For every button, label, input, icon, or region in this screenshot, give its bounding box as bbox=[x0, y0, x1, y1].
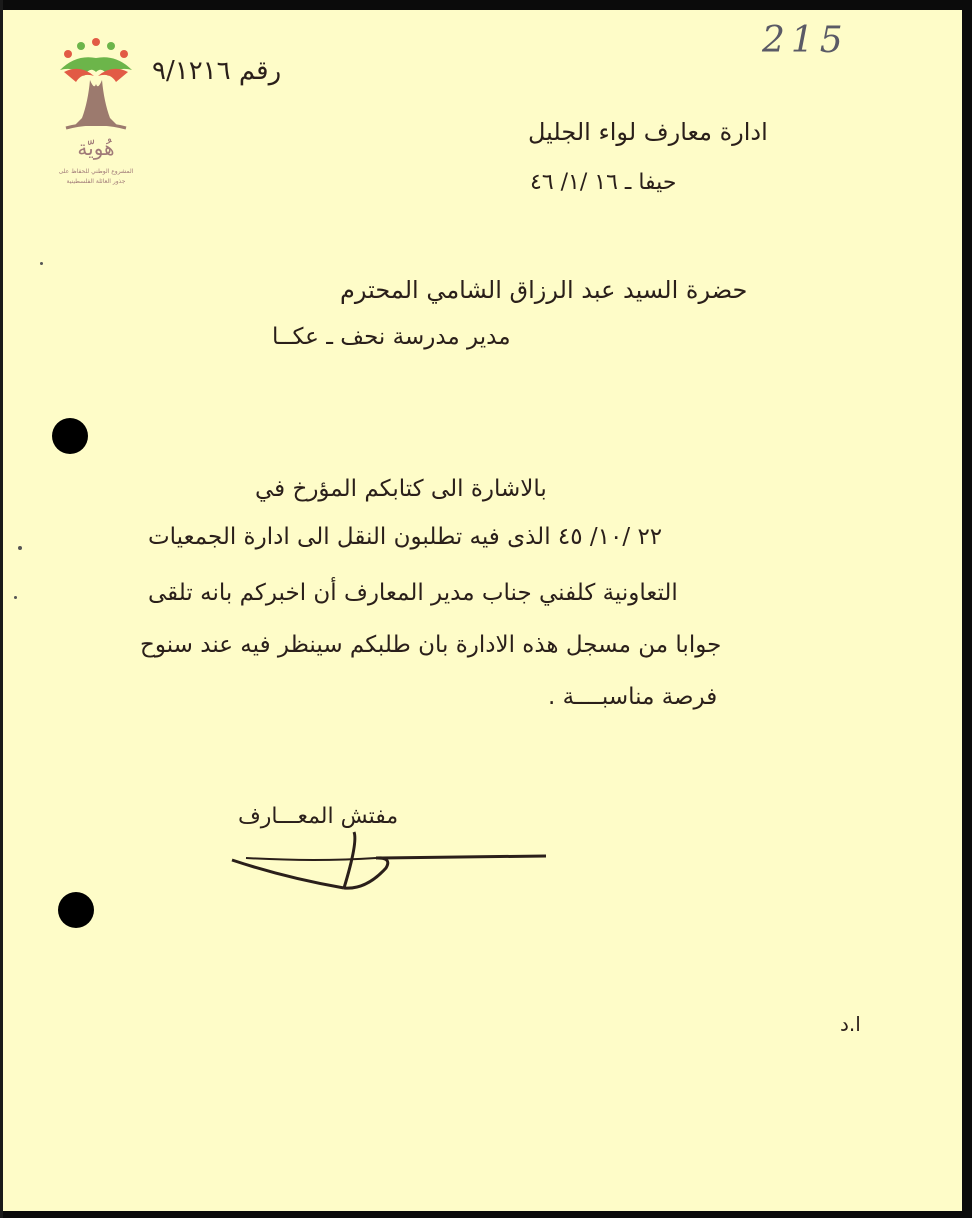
logo-tagline-2: جذور العائلة الفلسطينية bbox=[66, 178, 126, 185]
body-line-2: ٢٢ /١٠/ ٤٥ الذى فيه تطلبون النقل الى ادارة الجمعيات bbox=[148, 524, 663, 550]
hawiya-logo bbox=[46, 36, 146, 196]
body-line-1: بالاشارة الى كتابكم المؤرخ في bbox=[255, 476, 547, 502]
frame-left bbox=[0, 0, 3, 1218]
dateline: حيفا ـ ١٦ /١/ ٤٦ bbox=[530, 170, 677, 195]
body-line-5: فرصة مناسبــــة . bbox=[548, 684, 718, 710]
punch-hole-bottom bbox=[58, 892, 94, 928]
speck bbox=[18, 546, 22, 550]
body-line-4: جوابا من مسجل هذه الادارة بان طلبكم سينظر فيه عند سنوح bbox=[140, 632, 722, 658]
page-number: 215 bbox=[762, 20, 849, 61]
frame-bottom bbox=[0, 1211, 972, 1218]
body-line-3: التعاونية كلفني جناب مدير المعارف أن اخبركم بانه تلقى bbox=[148, 580, 678, 606]
signature-title: مفتش المعـــارف bbox=[238, 804, 399, 829]
addressee-title: مدير مدرسة نحف ـ عكــا bbox=[272, 324, 511, 350]
handwritten-signature bbox=[226, 828, 556, 898]
speck bbox=[40, 262, 43, 265]
speck bbox=[14, 596, 17, 599]
department-heading: ادارة معارف لواء الجليل bbox=[528, 118, 768, 146]
tree-people-icon bbox=[46, 36, 146, 136]
reference-number: رقم ٩/١٢١٦ bbox=[152, 56, 282, 86]
frame-right bbox=[962, 0, 972, 1218]
initials: ا.د bbox=[840, 1012, 861, 1036]
addressee-name: حضرة السيد عبد الرزاق الشامي المحترم bbox=[340, 276, 748, 304]
frame-top bbox=[0, 0, 972, 10]
punch-hole-top bbox=[52, 418, 88, 454]
logo-brand: هُويّة bbox=[77, 136, 115, 160]
logo-tagline-1: المشروع الوطني للحفاظ على bbox=[58, 168, 134, 175]
